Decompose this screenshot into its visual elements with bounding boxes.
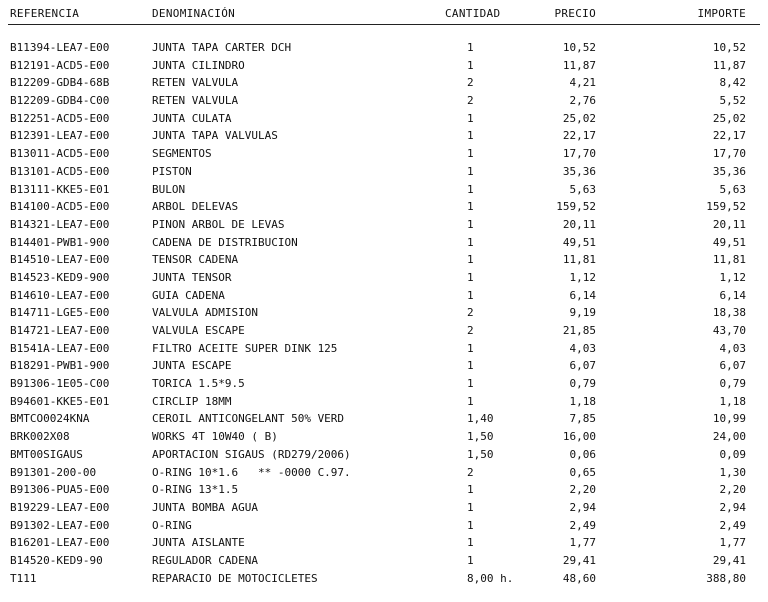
cell-cantidad: 2	[467, 76, 474, 90]
cell-importe: 1,12	[719, 270, 746, 284]
cell-cantidad: 1	[467, 164, 474, 178]
cell-precio: 4,21	[569, 76, 596, 90]
table-row	[0, 481, 768, 499]
cell-denominacion: ARBOL DELEVAS	[152, 200, 239, 214]
cell-cantidad: 1	[467, 200, 474, 214]
cell-referencia: B14721-LEA7-E00	[10, 324, 110, 337]
table-row	[0, 163, 768, 181]
cell-denominacion: TORICA 1.5*9.5	[152, 377, 245, 391]
table-row	[0, 357, 768, 375]
cell-precio: 2,20	[569, 483, 596, 497]
cell-importe: 8,42	[719, 76, 746, 90]
cell-cantidad: 1	[467, 553, 474, 567]
cell-cantidad: 1	[467, 129, 474, 143]
cell-precio: 25,02	[562, 111, 596, 125]
cell-precio: 48,60	[562, 571, 596, 585]
table-row	[0, 251, 768, 269]
cell-cantidad: 1	[467, 377, 474, 391]
cell-importe: 35,36	[712, 164, 746, 178]
cell-precio: 20,11	[562, 217, 596, 231]
cell-importe: 11,87	[712, 58, 746, 72]
cell-cantidad: 1	[467, 58, 474, 72]
table-row	[0, 145, 768, 163]
cell-denominacion: JUNTA CILINDRO	[152, 58, 245, 72]
cell-referencia: BRK002X08	[10, 430, 70, 444]
cell-precio: 21,85	[562, 324, 596, 337]
cell-referencia: BMTCO0024KNA	[10, 412, 90, 426]
cell-importe: 11,81	[712, 253, 746, 267]
cell-referencia: B16201-LEA7-E00	[10, 536, 110, 550]
cell-cantidad: 1	[467, 483, 474, 497]
table-row	[0, 92, 768, 110]
cell-denominacion: TENSOR CADENA	[152, 253, 239, 267]
cell-precio: 5,63	[569, 182, 596, 196]
cell-cantidad: 1	[467, 253, 474, 267]
cell-denominacion: APORTACION SIGAUS (RD279/2006)	[152, 447, 351, 461]
cell-denominacion: JUNTA TAPA VALVULAS	[152, 129, 278, 143]
cell-precio: 11,81	[562, 253, 596, 267]
table-row	[0, 304, 768, 322]
table-row	[0, 198, 768, 216]
table-row	[0, 499, 768, 517]
cell-cantidad: 1	[467, 518, 474, 532]
cell-cantidad: 1	[467, 288, 474, 302]
cell-cantidad: 2	[467, 94, 474, 108]
cell-referencia: B12191-ACD5-E00	[10, 58, 110, 72]
cell-referencia: B11394-LEA7-E00	[10, 41, 110, 54]
cell-precio: 35,36	[562, 164, 596, 178]
cell-denominacion: O-RING	[152, 518, 192, 532]
cell-cantidad: 1,50	[467, 430, 494, 444]
cell-cantidad: 1	[467, 41, 474, 54]
cell-importe: 0,09	[719, 447, 746, 461]
cell-cantidad: 1	[467, 341, 474, 355]
cell-denominacion: RETEN VALVULA	[152, 76, 239, 90]
cell-referencia: BMT00SIGAUS	[10, 447, 83, 461]
cell-referencia: B14401-PWB1-900	[10, 235, 110, 249]
cell-denominacion: CEROIL ANTICONGELANT 50% VERD	[152, 412, 345, 426]
cell-denominacion: CIRCLIP 18MM	[152, 394, 232, 408]
cell-denominacion: REPARACIO DE MOTOCICLETES	[152, 571, 318, 585]
cell-referencia: B14610-LEA7-E00	[10, 288, 110, 302]
header-denominacion: DENOMINACIÓN	[152, 7, 236, 20]
cell-denominacion: JUNTA TENSOR	[152, 270, 232, 284]
table-row	[0, 410, 768, 428]
cell-cantidad: 1	[467, 359, 474, 373]
cell-referencia: B91301-200-00	[10, 465, 97, 479]
cell-importe: 10,99	[712, 412, 746, 426]
cell-cantidad: 2	[467, 324, 474, 337]
cell-denominacion: PISTON	[152, 164, 192, 178]
cell-denominacion: REGULADOR CADENA	[152, 553, 258, 567]
cell-precio: 2,76	[569, 94, 596, 108]
cell-importe: 2,49	[719, 518, 746, 532]
cell-denominacion: JUNTA CULATA	[152, 111, 232, 125]
cell-cantidad: 8,00 h.	[467, 571, 514, 585]
table-row	[0, 446, 768, 464]
cell-denominacion: VALVULA ESCAPE	[152, 324, 245, 337]
cell-precio: 1,18	[569, 394, 596, 408]
cell-referencia: B14100-ACD5-E00	[10, 200, 110, 214]
cell-precio: 6,07	[569, 359, 596, 373]
cell-denominacion: PINON ARBOL DE LEVAS	[152, 217, 285, 231]
cell-importe: 17,70	[712, 147, 746, 161]
cell-importe: 388,80	[706, 571, 746, 585]
cell-precio: 17,70	[562, 147, 596, 161]
cell-importe: 1,18	[719, 394, 746, 408]
cell-precio: 7,85	[569, 412, 596, 426]
table-row	[0, 234, 768, 252]
cell-precio: 16,00	[562, 430, 596, 444]
cell-denominacion: JUNTA ESCAPE	[152, 359, 232, 373]
table-row	[0, 322, 768, 340]
cell-referencia: B94601-KKE5-E01	[10, 394, 110, 408]
cell-referencia: B14711-LGE5-E00	[10, 306, 110, 320]
table-row	[0, 340, 768, 358]
cell-referencia: B1541A-LEA7-E00	[10, 341, 110, 355]
cell-importe: 5,52	[719, 94, 746, 108]
table-row	[0, 127, 768, 145]
cell-referencia: B13101-ACD5-E00	[10, 164, 110, 178]
cell-denominacion: RETEN VALVULA	[152, 94, 239, 108]
cell-referencia: B12209-GDB4-C00	[10, 94, 110, 108]
header-importe: IMPORTE	[697, 7, 746, 20]
cell-referencia: B91306-PUA5-E00	[10, 483, 110, 497]
table-row	[0, 464, 768, 482]
table-row	[0, 269, 768, 287]
cell-referencia: B12209-GDB4-68B	[10, 76, 110, 90]
cell-importe: 49,51	[712, 235, 746, 249]
cell-cantidad: 1	[467, 235, 474, 249]
cell-denominacion: SEGMENTOS	[152, 147, 212, 161]
cell-cantidad: 1	[467, 147, 474, 161]
table-row	[0, 393, 768, 411]
cell-denominacion: JUNTA AISLANTE	[152, 536, 245, 550]
cell-precio: 1,77	[569, 536, 596, 550]
cell-importe: 0,79	[719, 377, 746, 391]
cell-referencia: B14523-KED9-900	[10, 270, 110, 284]
cell-denominacion: FILTRO ACEITE SUPER DINK 125	[152, 341, 338, 355]
cell-denominacion: WORKS 4T 10W40 ( B)	[152, 430, 278, 444]
cell-importe: 6,14	[719, 288, 746, 302]
cell-referencia: B91306-1E05-C00	[10, 377, 110, 391]
cell-precio: 22,17	[562, 129, 596, 143]
header-cantidad: CANTIDAD	[445, 7, 501, 20]
table-row	[0, 74, 768, 92]
cell-denominacion: JUNTA BOMBA AGUA	[152, 500, 258, 514]
cell-importe: 1,77	[719, 536, 746, 550]
cell-referencia: B12391-LEA7-E00	[10, 129, 110, 143]
cell-precio: 0,65	[569, 465, 596, 479]
table-row	[0, 110, 768, 128]
cell-referencia: B12251-ACD5-E00	[10, 111, 110, 125]
cell-referencia: B13011-ACD5-E00	[10, 147, 110, 161]
cell-importe: 5,63	[719, 182, 746, 196]
cell-referencia: B19229-LEA7-E00	[10, 500, 110, 514]
cell-precio: 0,06	[569, 447, 596, 461]
cell-cantidad: 1	[467, 217, 474, 231]
cell-cantidad: 1	[467, 270, 474, 284]
cell-importe: 18,38	[712, 306, 746, 320]
table-header	[0, 0, 768, 30]
cell-referencia: T111	[10, 571, 37, 585]
cell-importe: 20,11	[712, 217, 746, 231]
cell-cantidad: 1,40	[467, 412, 494, 426]
cell-importe: 10,52	[712, 41, 746, 54]
cell-importe: 43,70	[712, 324, 746, 337]
cell-denominacion: BULON	[152, 182, 186, 196]
table-row	[0, 552, 768, 570]
cell-precio: 2,49	[569, 518, 596, 532]
cell-referencia: B13111-KKE5-E01	[10, 182, 110, 196]
cell-cantidad: 2	[467, 465, 474, 479]
table-row	[0, 517, 768, 535]
cell-denominacion: GUIA CADENA	[152, 288, 225, 302]
cell-denominacion: O-RING 10*1.6 ** -0000 C.97.	[152, 465, 351, 479]
line-items-table	[0, 39, 768, 587]
cell-referencia: B91302-LEA7-E00	[10, 518, 110, 532]
cell-precio: 6,14	[569, 288, 596, 302]
cell-importe: 22,17	[712, 129, 746, 143]
cell-precio: 0,79	[569, 377, 596, 391]
cell-precio: 9,19	[569, 306, 596, 320]
cell-cantidad: 1	[467, 111, 474, 125]
cell-precio: 2,94	[569, 500, 596, 514]
cell-precio: 10,52	[562, 41, 596, 54]
table-row	[0, 216, 768, 234]
cell-precio: 11,87	[562, 58, 596, 72]
cell-importe: 24,00	[712, 430, 746, 444]
cell-referencia: B14321-LEA7-E00	[10, 217, 110, 231]
header-precio: PRECIO	[554, 7, 596, 20]
table-row	[0, 428, 768, 446]
header-divider	[8, 24, 760, 25]
cell-cantidad: 1	[467, 394, 474, 408]
cell-denominacion: JUNTA TAPA CARTER DCH	[152, 41, 292, 54]
cell-cantidad: 1	[467, 536, 474, 550]
cell-precio: 49,51	[562, 235, 596, 249]
cell-importe: 29,41	[712, 553, 746, 567]
cell-importe: 159,52	[706, 200, 746, 214]
cell-importe: 6,07	[719, 359, 746, 373]
cell-cantidad: 1	[467, 500, 474, 514]
cell-referencia: B18291-PWB1-900	[10, 359, 110, 373]
table-row	[0, 375, 768, 393]
cell-importe: 4,03	[719, 341, 746, 355]
table-row	[0, 39, 768, 57]
table-row	[0, 57, 768, 75]
cell-referencia: B14520-KED9-90	[10, 553, 103, 567]
cell-denominacion: CADENA DE DISTRIBUCION	[152, 235, 298, 249]
cell-cantidad: 1,50	[467, 447, 494, 461]
cell-importe: 2,20	[719, 483, 746, 497]
cell-importe: 2,94	[719, 500, 746, 514]
cell-precio: 4,03	[569, 341, 596, 355]
table-row	[0, 287, 768, 305]
table-row	[0, 181, 768, 199]
cell-denominacion: VALVULA ADMISION	[152, 306, 258, 320]
cell-precio: 1,12	[569, 270, 596, 284]
cell-precio: 159,52	[556, 200, 596, 214]
table-row	[0, 534, 768, 552]
header-referencia: REFERENCIA	[10, 7, 80, 20]
cell-importe: 25,02	[712, 111, 746, 125]
cell-precio: 29,41	[562, 553, 596, 567]
cell-denominacion: O-RING 13*1.5	[152, 483, 239, 497]
table-row	[0, 570, 768, 588]
cell-cantidad: 1	[467, 182, 474, 196]
cell-referencia: B14510-LEA7-E00	[10, 253, 110, 267]
cell-importe: 1,30	[719, 465, 746, 479]
cell-cantidad: 2	[467, 306, 474, 320]
